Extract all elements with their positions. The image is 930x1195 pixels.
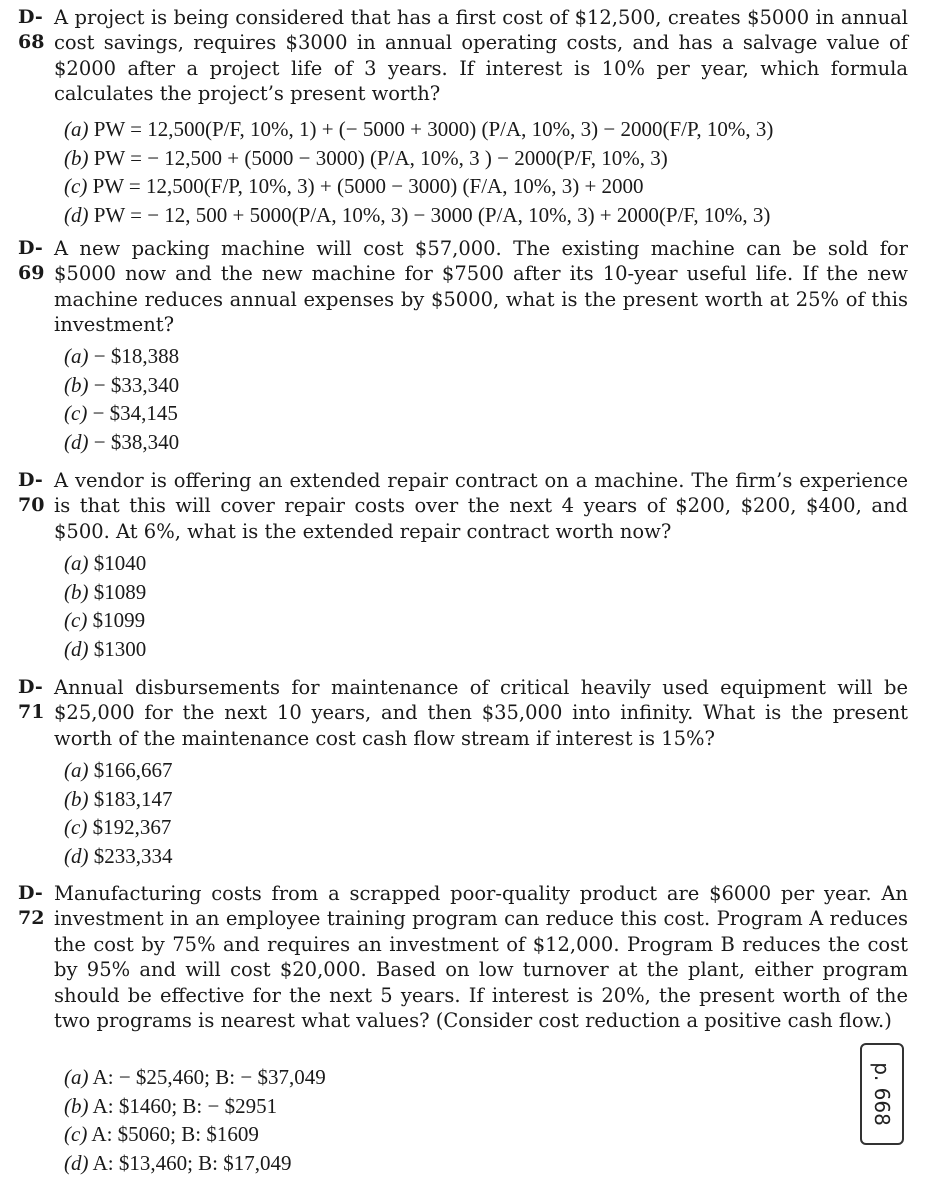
option-text: $1040 xyxy=(93,551,147,575)
option-text: $1089 xyxy=(93,579,147,604)
option-text: PW = − 12,500 + (5000 − 3000) (P/A, 10%, 3 ) − 2000(P/F, 10%, 3) xyxy=(93,145,668,170)
question-number: D- 68 xyxy=(18,6,45,54)
option-letter: (d) xyxy=(64,636,89,661)
option-text: A: $13,460; B: $17,049 xyxy=(92,1150,292,1175)
option-c xyxy=(64,606,146,635)
option-text: − $18,388 xyxy=(93,344,180,368)
option-text: $183,147 xyxy=(93,786,173,811)
option-text: $233,334 xyxy=(93,843,173,868)
option-letter: (d) xyxy=(64,202,89,227)
option-letter: (b) xyxy=(64,1093,89,1118)
answer-options xyxy=(64,115,773,229)
option-text: $166,667 xyxy=(93,758,173,782)
option-text: PW = 12,500(F/P, 10%, 3) + (5000 − 3000) (F/A, 10%, 3) + 2000 xyxy=(92,174,644,198)
option-a xyxy=(64,1063,326,1092)
option-d xyxy=(64,842,173,871)
option-d xyxy=(64,428,179,457)
question-text: A vendor is offering an extended repair contract on a machine. The firm’s experience is that this will cover repair costs over the next 4 years of $200, $200, $400, and $500. At 6%, what is the extended repair contract worth now? xyxy=(54,469,908,543)
option-text: − $33,340 xyxy=(93,372,180,397)
option-letter: (a) xyxy=(64,1065,89,1089)
option-b xyxy=(64,371,179,400)
option-letter: (a) xyxy=(64,551,89,575)
option-text: PW = − 12, 500 + 5000(P/A, 10%, 3) − 3000 (P/A, 10%, 3) + 2000(P/F, 10%, 3) xyxy=(93,202,771,227)
option-a xyxy=(64,115,773,144)
option-letter: (b) xyxy=(64,372,89,397)
option-text: A: $5060; B: $1609 xyxy=(91,1122,259,1146)
question-text: A new packing machine will cost $57,000. The existing machine can be sold for $5000 now and the new machine for $7500 after its 10-year useful life. If the new machine reduces annual expenses by $5000, what is the present worth at 25% of this investment? xyxy=(54,237,908,337)
option-a xyxy=(64,342,179,371)
option-text: A: − $25,460; B: − $37,049 xyxy=(92,1065,326,1089)
option-text: $1099 xyxy=(92,608,146,632)
option-a xyxy=(64,549,146,578)
option-b xyxy=(64,144,773,173)
option-d xyxy=(64,201,773,230)
page-number-tag xyxy=(860,1043,904,1145)
option-text: PW = 12,500(P/F, 10%, 1) + (− 5000 + 3000) (P/A, 10%, 3) − 2000(F/P, 10%, 3) xyxy=(93,117,774,141)
option-letter: (c) xyxy=(64,815,88,839)
option-letter: (b) xyxy=(64,786,89,811)
option-c xyxy=(64,1120,326,1149)
option-d xyxy=(64,635,146,664)
option-text: − $38,340 xyxy=(93,429,180,454)
option-text: $192,367 xyxy=(92,815,172,839)
question-text: Annual disbursements for maintenance of critical heavily used equipment will be $25,000 for the next 10 years, and then $35,000 into infinity. What is the present worth of the maintenance cost cash flow stream if interest is 15%? xyxy=(54,676,908,750)
question-text: A project is being considered that has a first cost of $12,500, creates $5000 in annual cost savings, requires $3000 in annual operating costs, and has a salvage value of $2000 after a project life of 3 years. If interest is 10% per year, which formula calculates the project’s present worth? xyxy=(54,6,908,106)
answer-options xyxy=(64,756,173,870)
option-text: A: $1460; B: − $2951 xyxy=(92,1093,278,1118)
option-letter: (d) xyxy=(64,429,89,454)
option-text: $1300 xyxy=(93,636,147,661)
option-text: − $34,145 xyxy=(92,401,178,425)
question-number: D- 70 xyxy=(18,469,45,517)
option-letter: (a) xyxy=(64,758,89,782)
option-c xyxy=(64,399,179,428)
option-letter: (a) xyxy=(64,117,89,141)
answer-options xyxy=(64,549,146,663)
question-text: Manufacturing costs from a scrapped poor-quality product are $6000 per year. An investment in an employee training program can reduce this cost. Program A reduces the cost by 75% and requires an investment of $12,000. Program B reduces the cost by 95% and will cost $20,000. Based on low turnover at the plant, either program should be effective for the next 5 years. If interest is 20%, the present worth of the two programs is nearest what values? (Consider cost reduction a positive cash flow.) xyxy=(54,882,908,1033)
question-number: D- 71 xyxy=(18,676,45,724)
page-number-label: p. 668 xyxy=(870,1062,894,1126)
option-c xyxy=(64,172,773,201)
option-b xyxy=(64,785,173,814)
option-letter: (c) xyxy=(64,174,88,198)
option-letter: (a) xyxy=(64,344,89,368)
option-b xyxy=(64,578,146,607)
option-letter: (c) xyxy=(64,608,88,632)
answer-options xyxy=(64,1063,326,1177)
option-b xyxy=(64,1092,326,1121)
option-letter: (b) xyxy=(64,579,89,604)
option-letter: (b) xyxy=(64,145,89,170)
option-d xyxy=(64,1149,326,1178)
option-letter: (c) xyxy=(64,401,88,425)
question-number: D- 69 xyxy=(18,237,45,285)
answer-options xyxy=(64,342,179,456)
option-c xyxy=(64,813,173,842)
option-letter: (d) xyxy=(64,843,89,868)
option-letter: (d) xyxy=(64,1150,89,1175)
option-a xyxy=(64,756,173,785)
option-letter: (c) xyxy=(64,1122,88,1146)
question-number: D- 72 xyxy=(18,882,45,930)
